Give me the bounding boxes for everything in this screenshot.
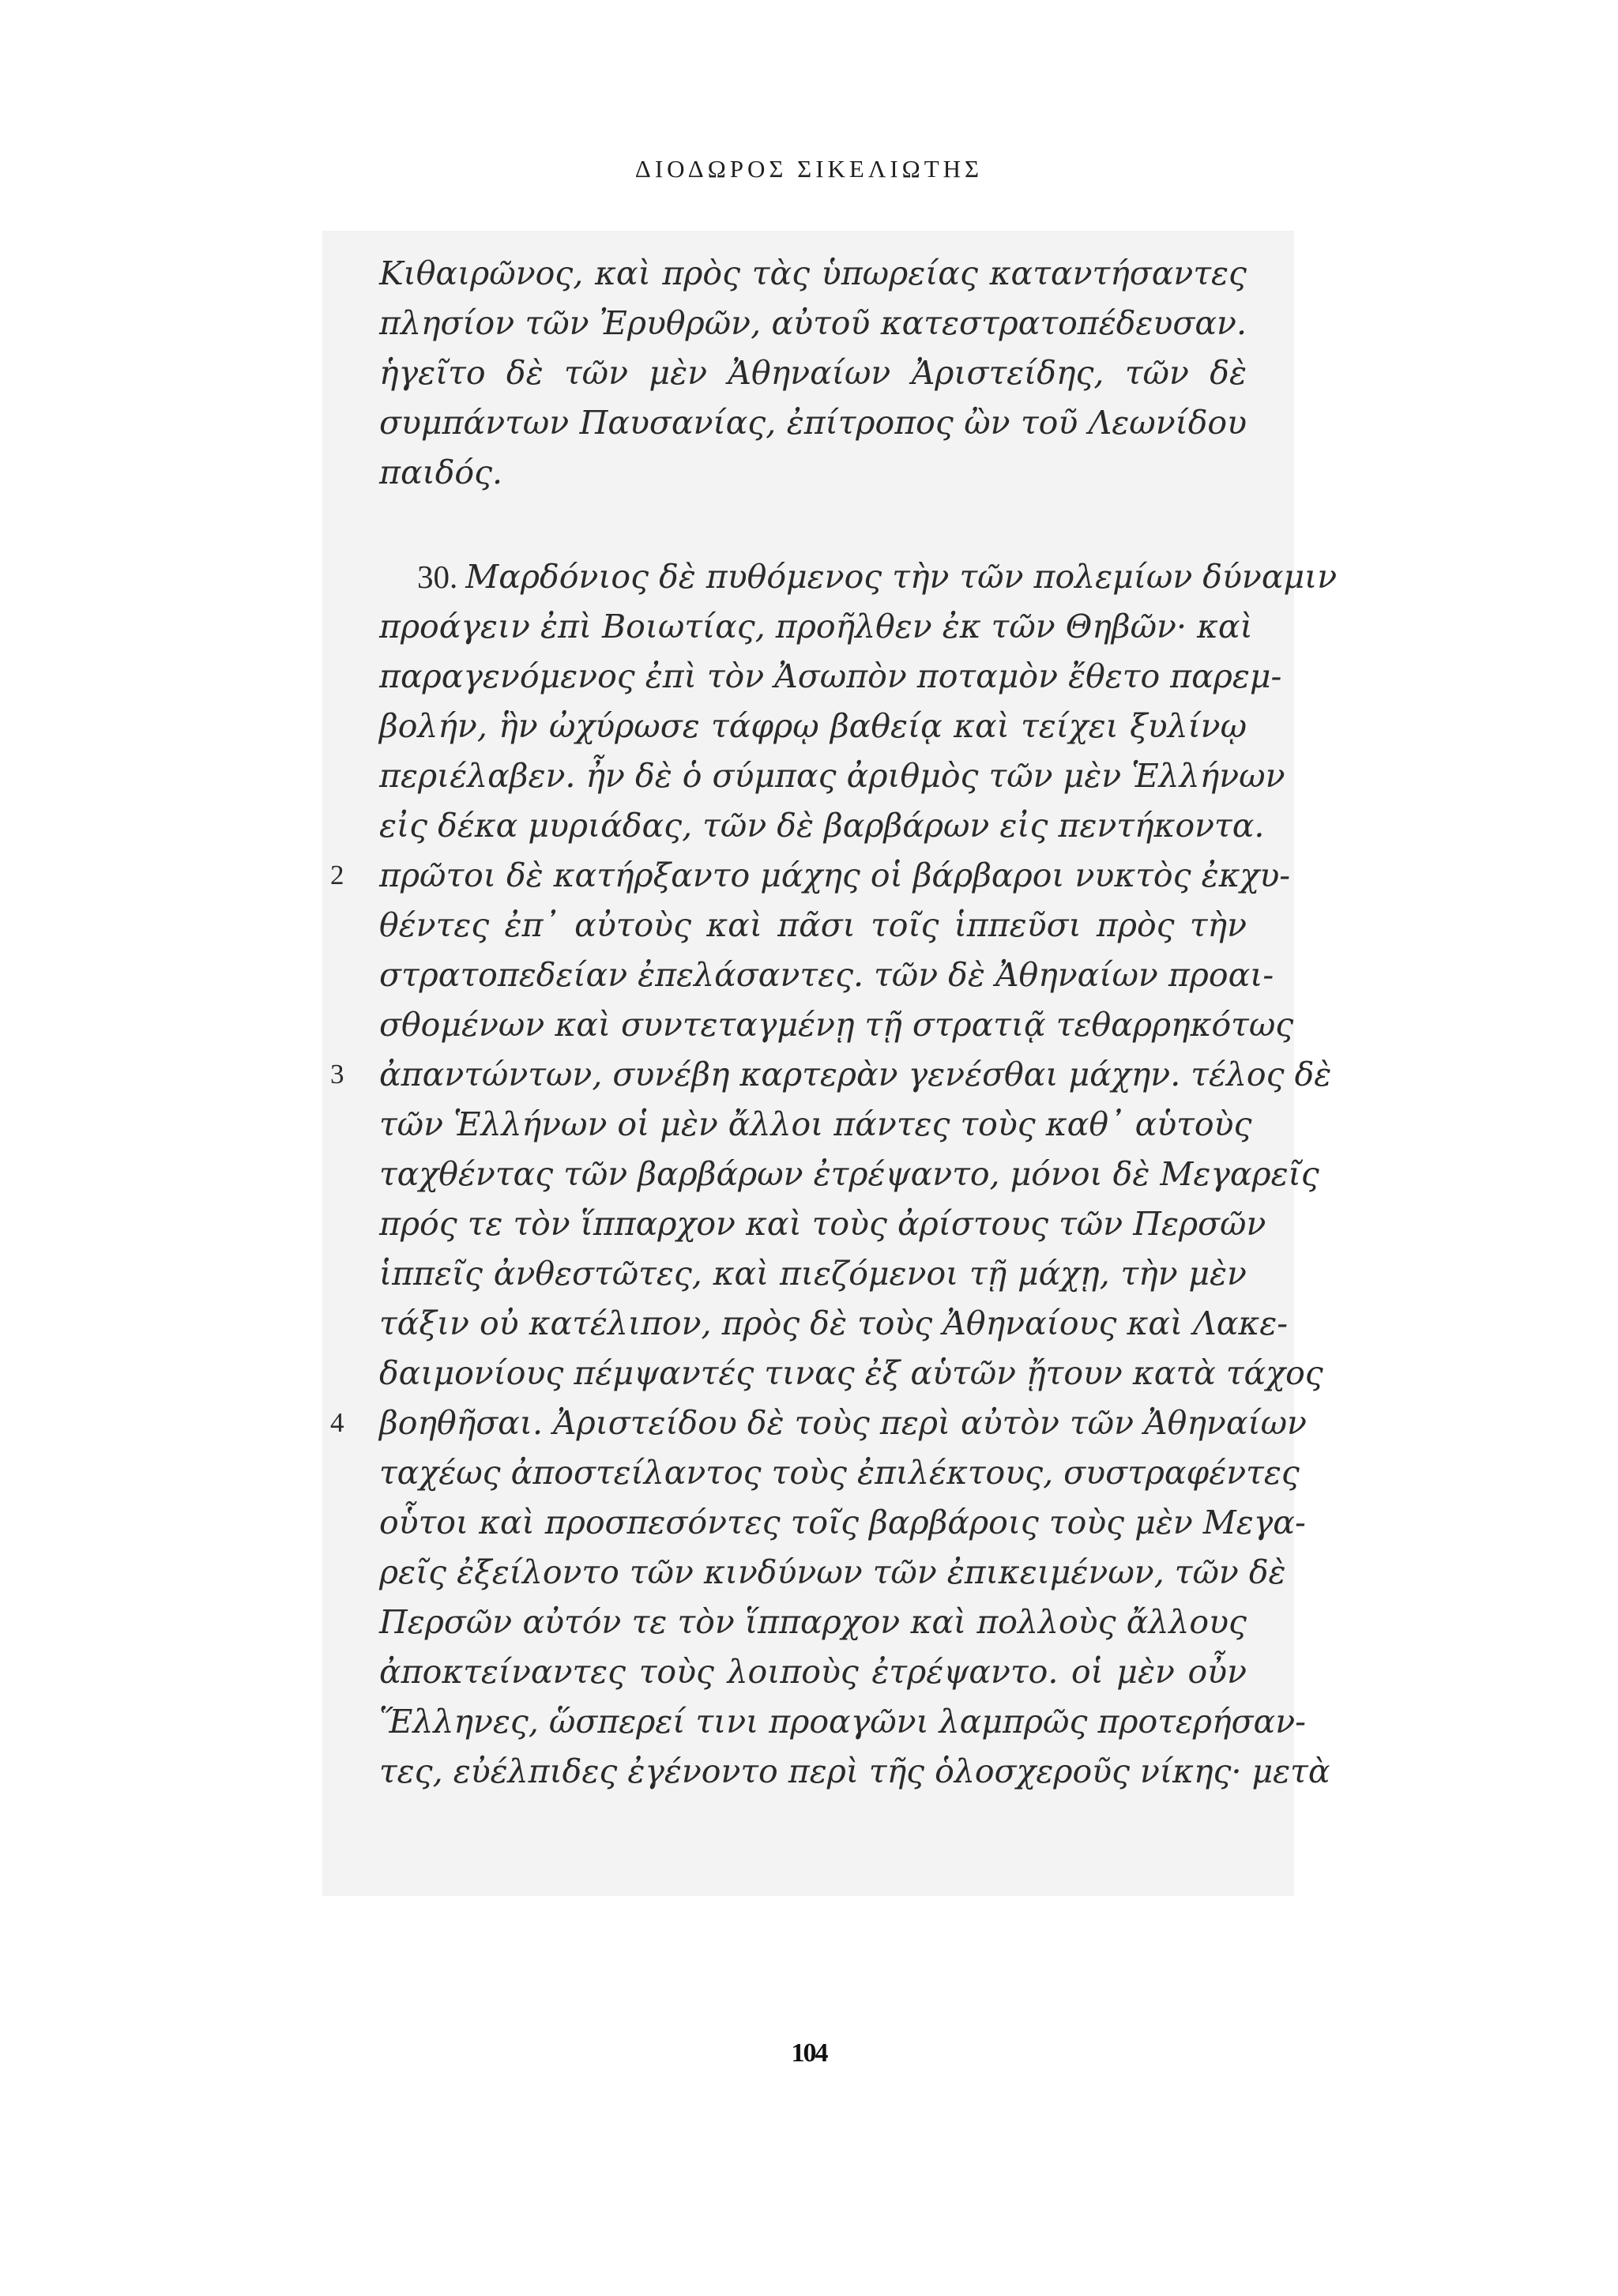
text-line: ἡγεῖτο δὲ τῶν μὲν Ἀθηναίων Ἀριστείδης, τῶν δὲ bbox=[379, 354, 1247, 392]
text-line: ἱππεῖς ἀνθεστῶτες, καὶ πιεζόμενοι τῇ μάχῃ, τὴν μὲν bbox=[379, 1255, 1247, 1293]
text-line: πλησίον τῶν Ἐρυθρῶν, αὐτοῦ κατεστρατοπέδευσαν. bbox=[379, 304, 1247, 342]
text-line: Μαρδόνιος δὲ πυθόμενος τὴν τῶν πολεμίων δύναμιν bbox=[465, 558, 1338, 596]
text-line: τες, εὐέλπιδες ἐγένοντο περὶ τῆς ὁλοσχεροῦς νίκης· μετὰ bbox=[379, 1752, 1330, 1790]
page-number: 104 bbox=[791, 2038, 827, 2068]
margin-section-number: 2 bbox=[330, 860, 344, 890]
text-line: πρός τε τὸν ἵππαρχον καὶ τοὺς ἀρίστους τῶν Περσῶν bbox=[379, 1205, 1266, 1243]
text-line: εἰς δέκα μυριάδας, τῶν δὲ βαρβάρων εἰς πεντήκοντα. bbox=[379, 807, 1265, 845]
text-line: Κιθαιρῶνος, καὶ πρὸς τὰς ὑπωρείας καταντήσαντες bbox=[379, 254, 1247, 292]
text-line: βοηθῆσαι. Ἀριστείδου δὲ τοὺς περὶ αὐτὸν τῶν Ἀθηναίων bbox=[379, 1404, 1307, 1442]
chapter-30-first-line bbox=[417, 553, 1338, 600]
text-line: Περσῶν αὐτόν τε τὸν ἵππαρχον καὶ πολλοὺς ἄλλους bbox=[379, 1603, 1247, 1641]
text-line: ἀπαντώντων, συνέβη καρτερὰν γενέσθαι μάχην. τέλος δὲ bbox=[379, 1056, 1332, 1093]
text-line: οὗτοι καὶ προσπεσόντες τοῖς βαρβάροις τοὺς μὲν Μεγα- bbox=[379, 1504, 1306, 1541]
text-line: σθομένων καὶ συντεταγμένῃ τῇ στρατιᾷ τεθαρρηκότως bbox=[379, 1006, 1294, 1044]
text-line: πρῶτοι δὲ κατήρξαντο μάχης οἱ βάρβαροι νυκτὸς ἐκχυ- bbox=[379, 856, 1291, 894]
text-line: παιδός. bbox=[379, 454, 503, 491]
margin-section-number: 4 bbox=[330, 1407, 344, 1438]
margin-section-number: 3 bbox=[330, 1059, 344, 1090]
text-line: προάγειν ἐπὶ Βοιωτίας, προῆλθεν ἐκ τῶν Θηβῶν· καὶ bbox=[379, 608, 1253, 646]
text-line: τῶν Ἑλλήνων οἱ μὲν ἄλλοι πάντες τοὺς καθ᾽ αὑτοὺς bbox=[379, 1105, 1252, 1143]
text-line: βολήν, ἣν ὠχύρωσε τάφρῳ βαθείᾳ καὶ τείχει ξυλίνῳ bbox=[379, 707, 1247, 745]
text-line: ταχέως ἀποστείλαντος τοὺς ἐπιλέκτους, συστραφέντες bbox=[379, 1454, 1300, 1492]
text-line: δαιμονίους πέμψαντές τινας ἐξ αὑτῶν ᾔτουν κατὰ τάχος bbox=[379, 1354, 1323, 1392]
text-line: ρεῖς ἐξείλοντο τῶν κινδύνων τῶν ἐπικειμένων, τῶν δὲ bbox=[379, 1553, 1286, 1591]
text-line: θέντες ἐπ᾽ αὐτοὺς καὶ πᾶσι τοῖς ἱππεῦσι πρὸς τὴν bbox=[379, 906, 1247, 944]
main-text-block bbox=[322, 231, 1338, 1896]
text-line: στρατοπεδείαν ἐπελάσαντες. τῶν δὲ Ἀθηναίων προαι- bbox=[379, 956, 1274, 994]
text-line: περιέλαβεν. ἦν δὲ ὁ σύμπας ἀριθμὸς τῶν μὲν Ἑλλήνων bbox=[379, 757, 1285, 795]
text-line: συμπάντων Παυσανίας, ἐπίτροπος ὢν τοῦ Λεωνίδου bbox=[379, 404, 1247, 442]
text-line: τάξιν οὐ κατέλιπον, πρὸς δὲ τοὺς Ἀθηναίους καὶ Λακε- bbox=[379, 1304, 1289, 1342]
chapter-number: 30. bbox=[417, 559, 458, 595]
text-line: Ἕλληνες, ὥσπερεί τινι προαγῶνι λαμπρῶς προτερήσαν- bbox=[379, 1703, 1307, 1741]
running-header: ΔΙΟΔΩΡΟΣ ΣΙΚΕΛΙΩΤΗΣ bbox=[634, 155, 984, 183]
text-line: ἀποκτείναντες τοὺς λοιποὺς ἐτρέψαντο. οἱ μὲν οὖν bbox=[379, 1653, 1247, 1691]
text-line: παραγενόμενος ἐπὶ τὸν Ἀσωπὸν ποταμὸν ἔθετο παρεμ- bbox=[379, 657, 1282, 695]
text-line: ταχθέντας τῶν βαρβάρων ἐτρέψαντο, μόνοι δὲ Μεγαρεῖς bbox=[379, 1155, 1319, 1193]
